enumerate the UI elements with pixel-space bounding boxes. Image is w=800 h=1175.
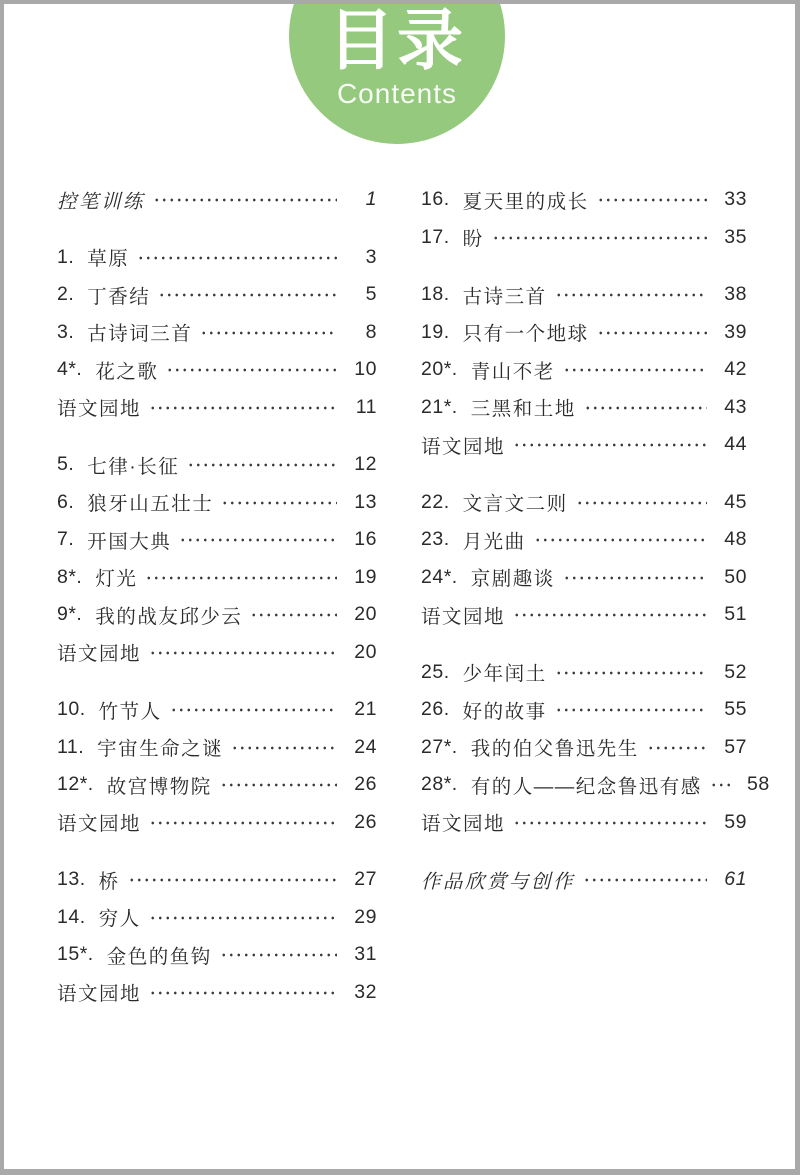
entry-title: 七律·长征 [87,455,180,478]
entry-page-number: 51 [724,603,747,626]
page-subtitle: Contents [336,78,458,109]
entry-number: 9*. [57,603,83,626]
entry-page-number: 33 [724,188,747,211]
toc-section [421,861,747,899]
entry-number: 19. [421,320,450,343]
dot-leader [583,861,707,899]
toc-entry [57,766,377,804]
toc-entry [57,351,377,389]
toc-entry [57,276,377,314]
toc-right-column [421,181,770,919]
toc-entry [421,219,747,257]
entry-number: 10. [57,698,86,721]
dot-leader [563,559,707,597]
entry-page-number: 27 [354,868,377,891]
toc-entry [421,351,747,389]
entry-number: 8*. [57,565,83,588]
dot-leader [158,276,337,314]
toc-entry [57,484,377,522]
dot-leader [137,239,337,277]
toc-entry [57,899,377,937]
entry-title: 开国大典 [87,530,172,553]
entry-title: 月光曲 [462,530,526,553]
entry-title: 三黑和土地 [470,398,576,421]
toc-section [57,239,377,427]
toc-section [421,484,747,634]
entry-title: 古诗词三首 [87,323,193,346]
toc-entry [421,861,747,899]
entry-title: 宇宙生命之谜 [97,738,224,761]
entry-page-number: 8 [365,320,377,343]
entry-title: 语文园地 [57,643,142,666]
toc-section [57,446,377,671]
entry-page-number: 10 [354,358,377,381]
entry-number: 3. [57,320,75,343]
dot-leader [149,634,337,672]
page-title: 目录 [328,4,466,77]
toc-entry [57,691,377,729]
toc-entry [57,596,377,634]
toc-entry [421,426,747,464]
entry-page-number: 55 [724,698,747,721]
entry-title: 穷人 [98,908,141,931]
entry-title: 语文园地 [57,813,142,836]
toc-entry [421,521,747,559]
dot-leader [597,181,707,219]
dot-leader [534,521,707,559]
entry-page-number: 21 [354,698,377,721]
entry-number: 2. [57,283,75,306]
toc-entry [421,484,747,522]
dot-leader [576,484,707,522]
dot-leader [584,389,707,427]
toc-entry [57,181,377,219]
toc-entry [421,314,747,352]
entry-title: 语文园地 [421,813,506,836]
dot-leader [513,804,707,842]
entry-page-number: 5 [365,283,377,306]
entry-number: 15*. [57,943,94,966]
entry-number: 24*. [421,565,458,588]
toc-entry [57,974,377,1012]
dot-leader [220,766,337,804]
entry-number: 17. [421,225,450,248]
entry-title: 京剧趣谈 [470,568,555,591]
entry-title: 金色的鱼钩 [106,945,212,968]
entry-title: 夏天里的成长 [462,190,589,213]
dot-leader [149,899,337,937]
entry-page-number: 43 [724,395,747,418]
dot-leader [145,559,337,597]
toc-entry [57,936,377,974]
entry-page-number: 12 [354,453,377,476]
toc-section [421,654,770,842]
dot-leader [187,446,337,484]
entry-page-number: 29 [354,905,377,928]
dot-leader [149,974,337,1012]
entry-number: 22. [421,490,450,513]
entry-number: 7. [57,528,75,551]
entry-number: 20*. [421,358,458,381]
entry-page-number: 38 [724,283,747,306]
entry-title: 语文园地 [421,605,506,628]
entry-page-number: 13 [354,490,377,513]
entry-title: 好的故事 [462,700,547,723]
entry-number: 14. [57,905,86,928]
contents-badge [289,4,505,144]
entry-title: 竹节人 [98,700,162,723]
entry-title: 只有一个地球 [462,323,589,346]
entry-title: 控笔训练 [57,190,146,213]
entry-number: 12*. [57,773,94,796]
toc-entry [421,691,747,729]
entry-page-number: 42 [724,358,747,381]
entry-page-number: 48 [724,528,747,551]
toc-entry [421,389,747,427]
toc-entry [57,861,377,899]
dot-leader [513,596,707,634]
entry-page-number: 26 [354,810,377,833]
dot-leader [149,389,337,427]
entry-page-number: 3 [365,245,377,268]
entry-page-number: 57 [724,735,747,758]
entry-page-number: 1 [365,188,377,211]
entry-number: 25. [421,660,450,683]
dot-leader [492,219,707,257]
entry-title: 语文园地 [421,435,506,458]
entry-title: 青山不老 [470,360,555,383]
entry-page-number: 59 [724,810,747,833]
entry-title: 花之歌 [95,360,159,383]
entry-title: 我的伯父鲁迅先生 [470,738,639,761]
dot-leader [555,691,707,729]
entry-page-number: 20 [354,640,377,663]
entry-page-number: 31 [354,943,377,966]
entry-page-number: 52 [724,660,747,683]
dot-leader [710,766,730,804]
toc-entry [57,521,377,559]
entry-number: 27*. [421,735,458,758]
entry-page-number: 50 [724,565,747,588]
entry-number: 16. [421,188,450,211]
entry-page-number: 58 [747,773,770,796]
entry-page-number: 11 [355,395,377,418]
dot-leader [250,596,337,634]
toc-entry [421,804,747,842]
entry-page-number: 32 [354,980,377,1003]
dot-leader [128,861,337,899]
entry-number: 28*. [421,773,458,796]
entry-number: 26. [421,698,450,721]
entry-title: 草原 [87,248,130,271]
toc-entry [57,559,377,597]
dot-leader [170,691,337,729]
toc-entry [57,729,377,767]
entry-title: 盼 [462,228,484,251]
toc-entry [421,729,747,767]
toc-section [57,181,377,219]
entry-number: 1. [57,245,75,268]
toc-left-column [57,181,377,1031]
dot-leader [166,351,337,389]
entry-title: 语文园地 [57,398,142,421]
entry-number: 5. [57,453,75,476]
dot-leader [555,654,707,692]
entry-number: 18. [421,283,450,306]
entry-number: 13. [57,868,86,891]
entry-page-number: 20 [354,603,377,626]
entry-number: 4*. [57,358,83,381]
entry-title: 有的人——纪念鲁迅有感 [470,775,702,798]
toc-entry [421,596,747,634]
toc-entry [57,389,377,427]
entry-page-number: 35 [724,225,747,248]
entry-title: 作品欣赏与创作 [421,870,576,893]
toc-section [421,181,747,256]
entry-title: 丁香结 [87,285,151,308]
toc-entry [421,276,747,314]
entry-number: 21*. [421,395,458,418]
entry-number: 23. [421,528,450,551]
dot-leader [555,276,707,314]
entry-title: 古诗三首 [462,285,547,308]
entry-title: 文言文二则 [462,493,568,516]
entry-page-number: 16 [354,528,377,551]
entry-page-number: 24 [354,735,377,758]
dot-leader [563,351,707,389]
entry-title: 桥 [98,870,120,893]
dot-leader [179,521,337,559]
entry-title: 狼牙山五壮士 [87,493,214,516]
entry-title: 故宫博物院 [106,775,212,798]
entry-page-number: 61 [724,868,747,891]
dot-leader [647,729,707,767]
toc-entry [57,239,377,277]
entry-page-number: 45 [724,490,747,513]
dot-leader [220,936,337,974]
entry-title: 少年闰土 [462,663,547,686]
toc-section [57,861,377,1011]
dot-leader [200,314,337,352]
toc-section [421,276,747,464]
toc-entry [421,181,747,219]
dot-leader [597,314,707,352]
dot-leader [231,729,337,767]
dot-leader [221,484,337,522]
toc-entry [421,559,747,597]
entry-title: 语文园地 [57,983,142,1006]
toc-entry [421,654,747,692]
page [4,4,795,1169]
dot-leader [153,181,337,219]
toc-entry [57,314,377,352]
dot-leader [149,804,337,842]
toc-entry [421,766,770,804]
entry-title: 我的战友邱少云 [95,605,243,628]
entry-page-number: 39 [724,320,747,343]
entry-number: 6. [57,490,75,513]
toc-section [57,691,377,841]
entry-number: 11. [57,735,85,758]
entry-page-number: 44 [724,433,747,456]
dot-leader [513,426,707,464]
entry-page-number: 19 [354,565,377,588]
entry-page-number: 26 [354,773,377,796]
toc-entry [57,804,377,842]
toc-entry [57,446,377,484]
entry-title: 灯光 [95,568,138,591]
toc-entry [57,634,377,672]
